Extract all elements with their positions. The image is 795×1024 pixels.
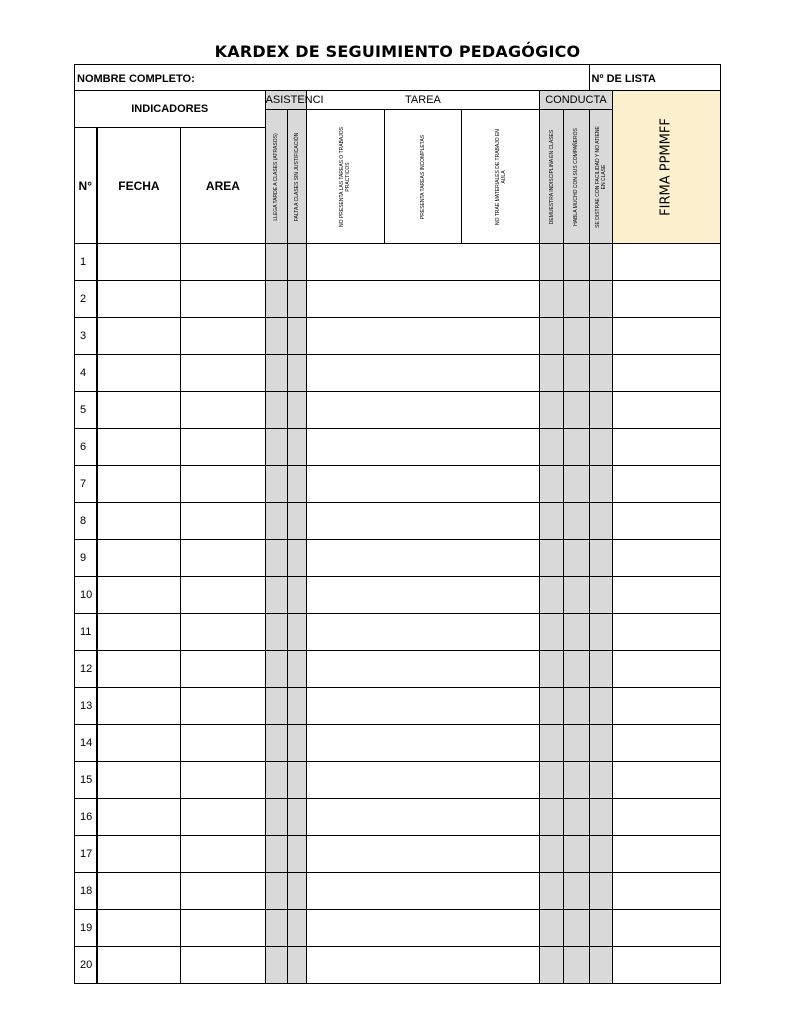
table-row bbox=[75, 281, 721, 318]
entry-cell[interactable] bbox=[181, 318, 265, 355]
entry-cell[interactable] bbox=[181, 244, 265, 281]
entry-cell[interactable] bbox=[589, 429, 612, 466]
entry-cell[interactable] bbox=[589, 503, 612, 540]
entry-cell[interactable] bbox=[287, 836, 306, 873]
row-number: 17 bbox=[75, 836, 97, 873]
col-habla-mucho bbox=[564, 110, 589, 244]
lista-field[interactable] bbox=[589, 65, 720, 91]
entry-cell[interactable] bbox=[287, 762, 306, 799]
entry-cell[interactable] bbox=[181, 725, 265, 762]
nombre-field[interactable] bbox=[75, 65, 590, 91]
entry-cell[interactable] bbox=[540, 281, 564, 318]
entry-cell[interactable] bbox=[540, 429, 564, 466]
entry-cell[interactable] bbox=[540, 577, 564, 614]
entry-cell[interactable] bbox=[181, 355, 265, 392]
entry-cell[interactable] bbox=[564, 540, 589, 577]
entry-cell[interactable] bbox=[589, 318, 612, 355]
entry-cell[interactable] bbox=[265, 318, 287, 355]
row-number: 19 bbox=[75, 910, 97, 947]
table-row bbox=[75, 762, 721, 799]
entry-cell[interactable] bbox=[306, 688, 540, 725]
entry-cell[interactable] bbox=[612, 466, 720, 503]
entry-cell[interactable] bbox=[589, 651, 612, 688]
entry-cell[interactable] bbox=[97, 281, 181, 318]
entry-cell[interactable] bbox=[306, 836, 540, 873]
entry-cell[interactable] bbox=[612, 577, 720, 614]
entry-cell[interactable] bbox=[181, 540, 265, 577]
entry-cell[interactable] bbox=[564, 614, 589, 651]
entry-cell[interactable] bbox=[589, 577, 612, 614]
entry-cell[interactable] bbox=[181, 873, 265, 910]
entry-cell[interactable] bbox=[612, 429, 720, 466]
entry-cell[interactable] bbox=[265, 836, 287, 873]
entry-cell[interactable] bbox=[306, 799, 540, 836]
table-row bbox=[75, 355, 721, 392]
entry-cell[interactable] bbox=[265, 688, 287, 725]
entry-cell[interactable] bbox=[612, 836, 720, 873]
entry-cell[interactable] bbox=[265, 429, 287, 466]
entry-cell[interactable] bbox=[265, 762, 287, 799]
entry-cell[interactable] bbox=[564, 392, 589, 429]
entry-cell[interactable] bbox=[564, 429, 589, 466]
entry-cell[interactable] bbox=[265, 725, 287, 762]
entry-cell[interactable] bbox=[287, 466, 306, 503]
table-row bbox=[75, 651, 721, 688]
entry-cell[interactable] bbox=[287, 947, 306, 984]
entry-cell[interactable] bbox=[265, 614, 287, 651]
entry-cell[interactable] bbox=[287, 392, 306, 429]
table-row bbox=[75, 466, 721, 503]
table-row bbox=[75, 799, 721, 836]
entry-cell[interactable] bbox=[589, 244, 612, 281]
entry-cell[interactable] bbox=[265, 947, 287, 984]
entry-cell[interactable] bbox=[306, 577, 540, 614]
entry-cell[interactable] bbox=[612, 503, 720, 540]
entry-cell[interactable] bbox=[181, 503, 265, 540]
table-row bbox=[75, 910, 721, 947]
row-number: 20 bbox=[75, 947, 97, 984]
entry-cell[interactable] bbox=[540, 799, 564, 836]
row-number: 14 bbox=[75, 725, 97, 762]
table-row bbox=[75, 577, 721, 614]
entry-cell[interactable] bbox=[612, 799, 720, 836]
conducta-header: CONDUCTA bbox=[540, 91, 612, 110]
row-number: 11 bbox=[75, 614, 97, 651]
entry-cell[interactable] bbox=[287, 318, 306, 355]
entry-cell[interactable] bbox=[306, 281, 540, 318]
entry-cell[interactable] bbox=[97, 466, 181, 503]
indicadores-header: INDICADORES bbox=[75, 91, 266, 128]
entry-cell[interactable] bbox=[564, 318, 589, 355]
col-habla-mucho-label: HABLA MUCHO CON SUS COMPAÑEROS bbox=[573, 127, 580, 226]
entry-cell[interactable] bbox=[564, 244, 589, 281]
entry-cell[interactable] bbox=[97, 244, 181, 281]
kardex-table bbox=[74, 64, 721, 984]
row-number: 6 bbox=[75, 429, 97, 466]
entry-cell[interactable] bbox=[564, 873, 589, 910]
asistencia-header: ASISTENCI bbox=[265, 91, 306, 110]
entry-cell[interactable] bbox=[589, 614, 612, 651]
entry-cell[interactable] bbox=[564, 836, 589, 873]
row-number: 15 bbox=[75, 762, 97, 799]
col-tareas-incompletas-label: PRESENTA TAREAS INCOMPLETAS bbox=[419, 134, 426, 219]
entry-cell[interactable] bbox=[287, 355, 306, 392]
col-indisciplina-label: DEMUESTRA INDISCIPLINA EN CLASES bbox=[548, 129, 555, 224]
table-row bbox=[75, 540, 721, 577]
entry-cell[interactable] bbox=[564, 910, 589, 947]
entry-cell[interactable] bbox=[181, 577, 265, 614]
entry-cell[interactable] bbox=[265, 540, 287, 577]
entry-cell[interactable] bbox=[540, 947, 564, 984]
entry-cell[interactable] bbox=[564, 577, 589, 614]
entry-cell[interactable] bbox=[589, 873, 612, 910]
table-row bbox=[75, 503, 721, 540]
entry-cell[interactable] bbox=[612, 614, 720, 651]
entry-cell[interactable] bbox=[306, 244, 540, 281]
table-row bbox=[75, 725, 721, 762]
entry-cell[interactable] bbox=[306, 947, 540, 984]
entry-cell[interactable] bbox=[540, 910, 564, 947]
entry-cell[interactable] bbox=[97, 318, 181, 355]
entry-cell[interactable] bbox=[589, 466, 612, 503]
row-number: 7 bbox=[75, 466, 97, 503]
entry-cell[interactable] bbox=[265, 503, 287, 540]
entry-cell[interactable] bbox=[540, 873, 564, 910]
entry-cell[interactable] bbox=[564, 799, 589, 836]
entry-cell[interactable] bbox=[540, 355, 564, 392]
entry-cell[interactable] bbox=[564, 688, 589, 725]
entry-cell[interactable] bbox=[540, 688, 564, 725]
entry-cell[interactable] bbox=[589, 725, 612, 762]
table-row bbox=[75, 429, 721, 466]
col-se-distrae bbox=[589, 110, 612, 244]
row-number: 8 bbox=[75, 503, 97, 540]
entry-cell[interactable] bbox=[97, 577, 181, 614]
entry-cell[interactable] bbox=[287, 429, 306, 466]
entry-cell[interactable] bbox=[265, 466, 287, 503]
entry-cell[interactable] bbox=[564, 725, 589, 762]
col-indisciplina bbox=[540, 110, 564, 244]
entry-cell[interactable] bbox=[97, 429, 181, 466]
entry-cell[interactable] bbox=[97, 799, 181, 836]
entry-cell[interactable] bbox=[589, 762, 612, 799]
col-llega-tarde-label: LLEGA TARDE A CLASES (ATRASOS) bbox=[273, 132, 280, 221]
entry-cell[interactable] bbox=[97, 873, 181, 910]
entry-cell[interactable] bbox=[97, 688, 181, 725]
entry-cell[interactable] bbox=[612, 873, 720, 910]
entry-cell[interactable] bbox=[181, 466, 265, 503]
entry-cell[interactable] bbox=[540, 540, 564, 577]
entry-cell[interactable] bbox=[181, 799, 265, 836]
entry-cell[interactable] bbox=[181, 947, 265, 984]
nombre-label: NOMBRE COMPLETO: bbox=[77, 72, 195, 85]
entry-cell[interactable] bbox=[287, 799, 306, 836]
entry-cell[interactable] bbox=[97, 836, 181, 873]
entry-cell[interactable] bbox=[265, 355, 287, 392]
col-area: AREA bbox=[181, 128, 265, 244]
entry-cell[interactable] bbox=[181, 910, 265, 947]
firma-header bbox=[612, 91, 720, 244]
entry-cell[interactable] bbox=[612, 947, 720, 984]
table-row bbox=[75, 947, 721, 984]
entry-cell[interactable] bbox=[97, 725, 181, 762]
entry-cell[interactable] bbox=[540, 503, 564, 540]
entry-cell[interactable] bbox=[306, 725, 540, 762]
entry-cell[interactable] bbox=[612, 355, 720, 392]
entry-cell[interactable] bbox=[287, 910, 306, 947]
entry-cell[interactable] bbox=[97, 651, 181, 688]
entry-cell[interactable] bbox=[612, 281, 720, 318]
entry-cell[interactable] bbox=[265, 281, 287, 318]
entry-cell[interactable] bbox=[181, 281, 265, 318]
entry-cell[interactable] bbox=[589, 281, 612, 318]
entry-cell[interactable] bbox=[306, 651, 540, 688]
row-number: 2 bbox=[75, 281, 97, 318]
entry-cell[interactable] bbox=[287, 873, 306, 910]
entry-cell[interactable] bbox=[97, 614, 181, 651]
col-se-distrae-label: SE DISTRAE CON FACILIDAD Y NO ATIENE EN CLASE bbox=[594, 125, 607, 228]
entry-cell[interactable] bbox=[265, 799, 287, 836]
entry-cell[interactable] bbox=[540, 836, 564, 873]
col-no-trae-materiales-label: NO TRAE MATERIALES DE TRABAJO EN AULA bbox=[494, 128, 507, 225]
tarea-header: TAREA bbox=[306, 91, 540, 110]
entry-cell[interactable] bbox=[589, 355, 612, 392]
entry-cell[interactable] bbox=[564, 355, 589, 392]
entry-cell[interactable] bbox=[540, 392, 564, 429]
entry-cell[interactable] bbox=[589, 910, 612, 947]
entry-cell[interactable] bbox=[564, 651, 589, 688]
entry-cell[interactable] bbox=[181, 688, 265, 725]
entry-cell[interactable] bbox=[564, 281, 589, 318]
row-number: 4 bbox=[75, 355, 97, 392]
col-tareas-incompletas bbox=[384, 110, 461, 244]
table-row bbox=[75, 614, 721, 651]
entry-cell[interactable] bbox=[306, 466, 540, 503]
entry-cell[interactable] bbox=[265, 392, 287, 429]
entry-cell[interactable] bbox=[540, 762, 564, 799]
entry-cell[interactable] bbox=[287, 281, 306, 318]
entry-cell[interactable] bbox=[589, 947, 612, 984]
col-no-presenta-tareas-label: NO PRESENTA LAS TAREAS O TRABAJOS PRACTICOS bbox=[339, 126, 352, 227]
entry-cell[interactable] bbox=[265, 873, 287, 910]
col-numero: N° bbox=[75, 128, 97, 244]
entry-cell[interactable] bbox=[287, 503, 306, 540]
entry-cell[interactable] bbox=[181, 614, 265, 651]
row-number: 18 bbox=[75, 873, 97, 910]
entry-cell[interactable] bbox=[181, 762, 265, 799]
table-row bbox=[75, 836, 721, 873]
col-no-trae-materiales bbox=[462, 110, 540, 244]
entry-cell[interactable] bbox=[306, 355, 540, 392]
entry-cell[interactable] bbox=[265, 651, 287, 688]
entry-cell[interactable] bbox=[306, 503, 540, 540]
entry-cell[interactable] bbox=[287, 244, 306, 281]
entry-cell[interactable] bbox=[181, 836, 265, 873]
row-number: 9 bbox=[75, 540, 97, 577]
entry-cell[interactable] bbox=[97, 947, 181, 984]
col-no-presenta-tareas bbox=[306, 110, 384, 244]
entry-cell[interactable] bbox=[612, 244, 720, 281]
entry-cell[interactable] bbox=[287, 540, 306, 577]
entry-cell[interactable] bbox=[97, 762, 181, 799]
entry-cell[interactable] bbox=[540, 466, 564, 503]
entry-cell[interactable] bbox=[564, 947, 589, 984]
row-number: 12 bbox=[75, 651, 97, 688]
entry-cell[interactable] bbox=[97, 392, 181, 429]
lista-label: Nº DE LISTA bbox=[591, 72, 656, 85]
col-falta-clases-label: FALTA A CLASES SIN JUSTIFICACIÓN bbox=[293, 132, 300, 221]
entry-cell[interactable] bbox=[540, 614, 564, 651]
entry-cell[interactable] bbox=[612, 318, 720, 355]
firma-label: FIRMA PPMMFF bbox=[658, 118, 674, 216]
entry-cell[interactable] bbox=[564, 466, 589, 503]
entry-cell[interactable] bbox=[306, 392, 540, 429]
entry-cell[interactable] bbox=[540, 651, 564, 688]
col-fecha: FECHA bbox=[97, 128, 181, 244]
entry-cell[interactable] bbox=[589, 540, 612, 577]
entry-cell[interactable] bbox=[306, 318, 540, 355]
entry-cell[interactable] bbox=[564, 503, 589, 540]
entry-cell[interactable] bbox=[97, 540, 181, 577]
row-number: 3 bbox=[75, 318, 97, 355]
entry-cell[interactable] bbox=[97, 503, 181, 540]
entry-cell[interactable] bbox=[589, 392, 612, 429]
entry-cell[interactable] bbox=[265, 910, 287, 947]
entry-cell[interactable] bbox=[612, 392, 720, 429]
entry-cell[interactable] bbox=[306, 873, 540, 910]
table-row bbox=[75, 392, 721, 429]
entry-cell[interactable] bbox=[306, 762, 540, 799]
entry-cell[interactable] bbox=[287, 725, 306, 762]
entry-cell[interactable] bbox=[612, 762, 720, 799]
entry-cell[interactable] bbox=[589, 836, 612, 873]
col-llega-tarde bbox=[265, 110, 287, 244]
entry-cell[interactable] bbox=[306, 429, 540, 466]
entry-cell[interactable] bbox=[306, 540, 540, 577]
entry-cell[interactable] bbox=[589, 799, 612, 836]
entry-cell[interactable] bbox=[287, 577, 306, 614]
entry-cell[interactable] bbox=[181, 651, 265, 688]
row-number: 10 bbox=[75, 577, 97, 614]
document-title: KARDEX DE SEGUIMIENTO PEDAGÓGICO bbox=[214, 42, 581, 61]
table-row bbox=[75, 244, 721, 281]
row-number: 16 bbox=[75, 799, 97, 836]
entry-cell[interactable] bbox=[540, 725, 564, 762]
row-number: 13 bbox=[75, 688, 97, 725]
entry-cell[interactable] bbox=[287, 614, 306, 651]
table-row bbox=[75, 688, 721, 725]
entry-cell[interactable] bbox=[181, 429, 265, 466]
row-number: 1 bbox=[75, 244, 97, 281]
entry-cell[interactable] bbox=[612, 651, 720, 688]
entry-cell[interactable] bbox=[97, 910, 181, 947]
entry-cell[interactable] bbox=[97, 355, 181, 392]
entry-cell[interactable] bbox=[306, 614, 540, 651]
entry-cell[interactable] bbox=[265, 244, 287, 281]
table-row bbox=[75, 318, 721, 355]
col-falta-clases bbox=[287, 110, 306, 244]
entry-cell[interactable] bbox=[589, 688, 612, 725]
entry-cell[interactable] bbox=[265, 577, 287, 614]
entry-cell[interactable] bbox=[612, 910, 720, 947]
entry-cell[interactable] bbox=[287, 688, 306, 725]
table-row bbox=[75, 873, 721, 910]
entry-cell[interactable] bbox=[540, 244, 564, 281]
entry-cell[interactable] bbox=[612, 540, 720, 577]
row-number: 5 bbox=[75, 392, 97, 429]
entry-cell[interactable] bbox=[287, 651, 306, 688]
entry-cell[interactable] bbox=[612, 725, 720, 762]
entry-cell[interactable] bbox=[306, 910, 540, 947]
entry-cell[interactable] bbox=[540, 318, 564, 355]
entry-cell[interactable] bbox=[181, 392, 265, 429]
entry-cell[interactable] bbox=[612, 688, 720, 725]
entry-cell[interactable] bbox=[564, 762, 589, 799]
